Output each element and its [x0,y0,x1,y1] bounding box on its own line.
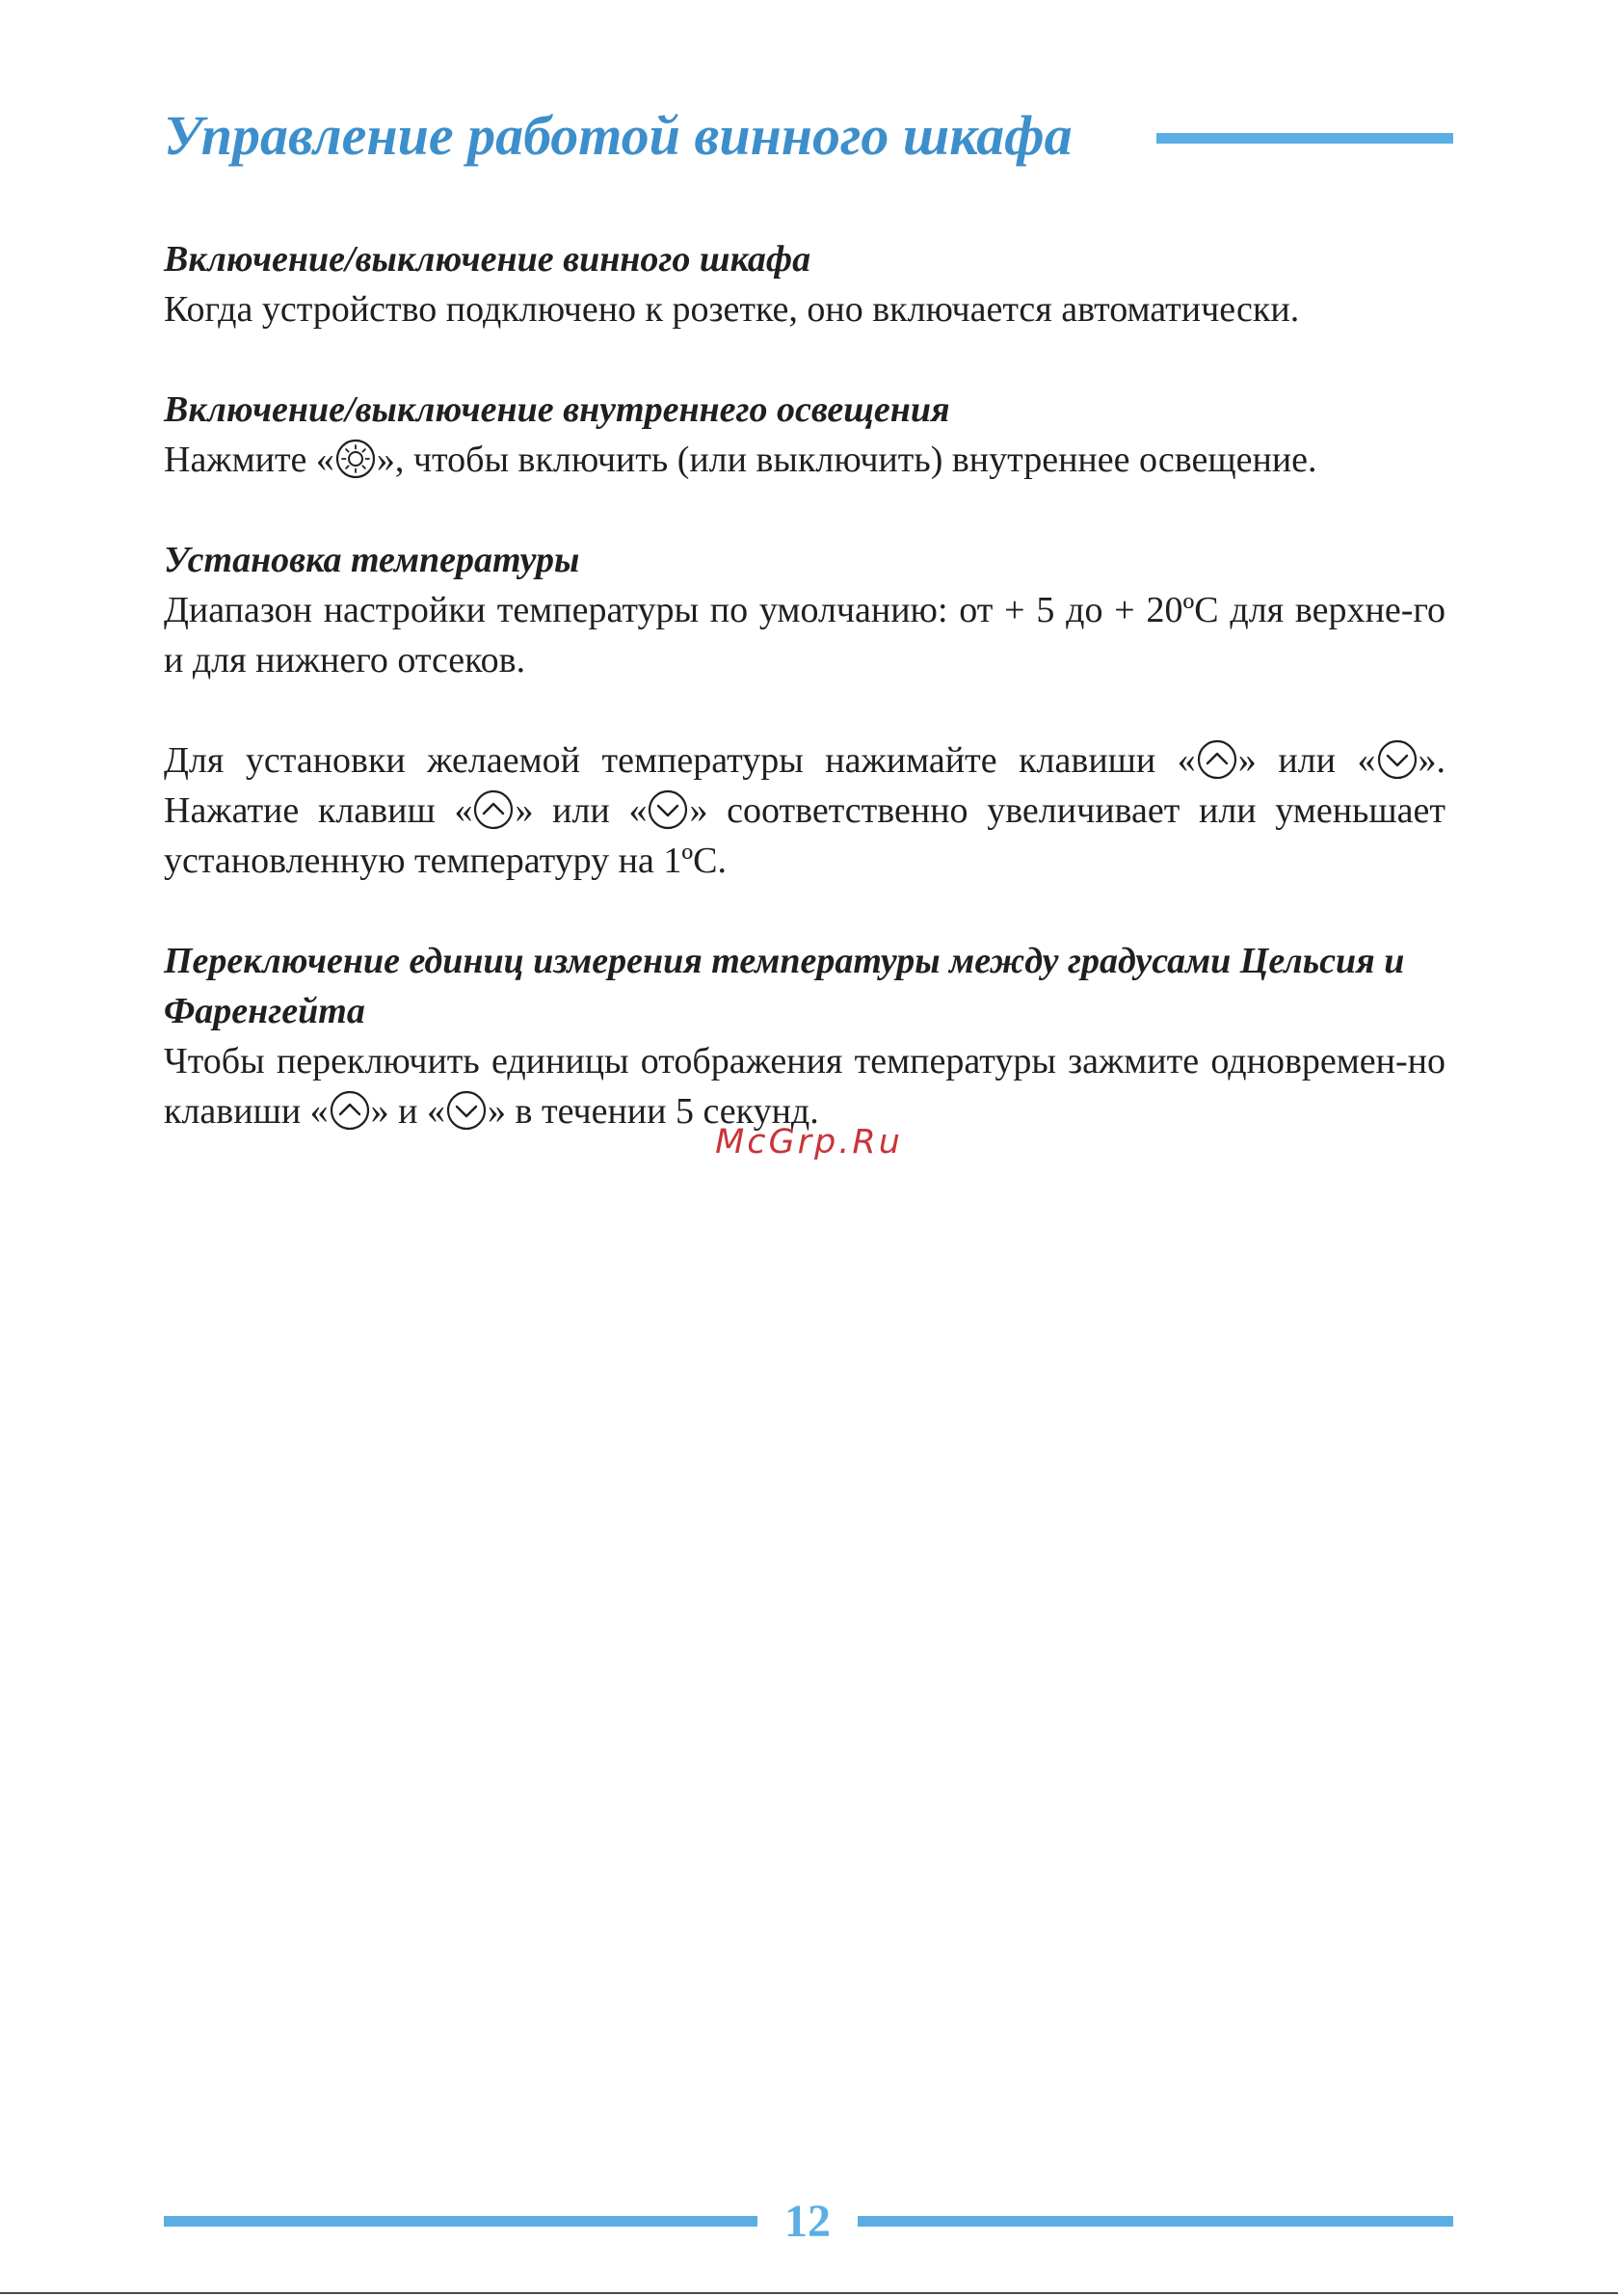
footer-rule-left [164,2216,757,2227]
temperature-keys-t5: » соответственно увеличивает или уменьшает установленную температуру на 1ºС. [164,790,1446,881]
page-title: Управление работой винного шкафа [164,104,1073,167]
page-bottom-edge [0,2292,1618,2294]
arrow-up-circle-icon [472,788,515,831]
section-temperature-title: Установка температуры [164,540,580,580]
units-t2: » и « [370,1091,446,1132]
section-temperature [164,535,1446,685]
footer-rule-right [858,2216,1453,2227]
section-power-title: Включение/выключение винного шкафа [164,239,811,280]
page-content [164,234,1446,1187]
units-t1: Чтобы переключить единицы отображения температуры зажмите одновремен-но клавиши « [164,1041,1446,1132]
light-text-after: », чтобы включить (или выключить) внутреннее освещение. [376,440,1317,480]
light-text-before: Нажмите « [164,440,334,480]
arrow-down-circle-icon [1376,738,1419,781]
page-footer [164,2193,1453,2251]
watermark: McGrp.Ru [715,1123,903,1161]
arrow-down-circle-icon [647,788,689,831]
section-power-text: Когда устройство подключено к розетке, оно включается автоматически. [164,289,1300,330]
section-power [164,234,1446,334]
section-units-text [164,1036,1446,1136]
section-light-title: Включение/выключение внутреннего освещения [164,389,950,430]
page-header [164,98,1453,175]
section-units [164,936,1446,1136]
temperature-keys-t2: » или « [1237,740,1376,781]
section-temperature-keys [164,735,1446,886]
section-units-title: Переключение единиц измерения температуры между градусами Цельсия и Фаренгейта [164,941,1405,1031]
page-number: 12 [784,2196,831,2247]
title-rule [1156,133,1453,144]
temperature-keys-t4: » или « [515,790,648,831]
units-t3: » в течении 5 секунд. [488,1091,819,1132]
arrow-up-circle-icon [1196,738,1238,781]
temperature-keys-t1: Для установки желаемой температуры нажимайте клавиши « [164,740,1196,781]
section-light-text [164,435,1446,485]
section-temperature-keys-text [164,735,1446,886]
temperature-keys-t3: ». Нажатие клавиш « [164,740,1446,831]
light-bulb-icon [334,438,377,480]
section-light [164,385,1446,485]
section-temperature-range: Диапазон настройки температуры по умолчанию: от + 5 до + 20ºС для верхне-го и для нижнего отсеков. [164,590,1446,681]
